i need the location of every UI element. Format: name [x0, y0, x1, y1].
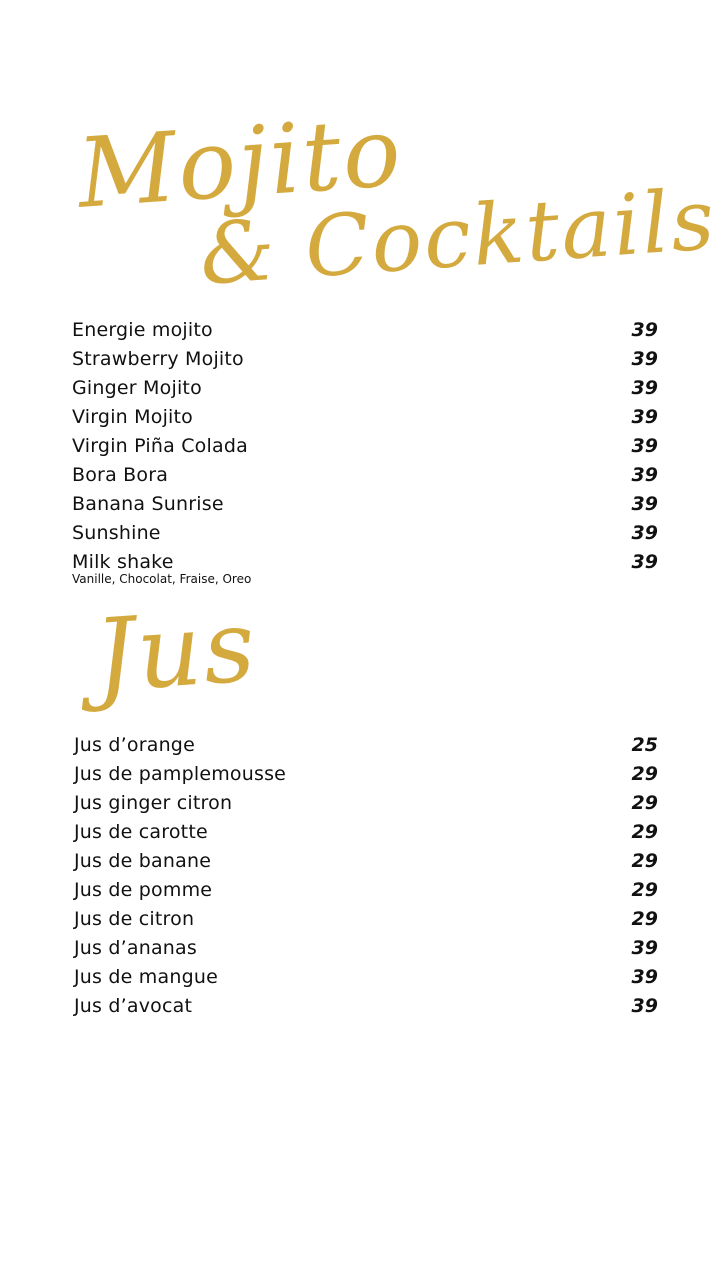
- menu-item: [74, 876, 658, 905]
- item-price: 39: [631, 493, 658, 515]
- menu-item: [74, 731, 658, 760]
- item-name: Jus de citron: [74, 908, 195, 930]
- menu-item: [74, 789, 658, 818]
- cocktails-menu-list: [72, 316, 658, 586]
- item-name: Ginger Mojito: [72, 377, 202, 399]
- item-name: Energie mojito: [72, 319, 213, 341]
- item-name: Jus d’ananas: [74, 937, 197, 959]
- item-price: 39: [631, 319, 658, 341]
- section-title-cocktails: & Cocktails: [196, 170, 720, 304]
- menu-item: [72, 519, 658, 548]
- item-price: 29: [631, 850, 658, 872]
- item-name: Virgin Mojito: [72, 406, 194, 428]
- item-price: 29: [631, 763, 658, 785]
- item-price: 39: [631, 995, 658, 1017]
- item-name: Jus d’avocat: [74, 995, 193, 1017]
- menu-item: [72, 316, 658, 345]
- menu-item: [72, 461, 658, 490]
- menu-item: [72, 432, 658, 461]
- item-price: 39: [631, 937, 658, 959]
- item-name: Jus de banane: [74, 850, 212, 872]
- item-price: 39: [631, 406, 658, 428]
- item-price: 29: [631, 792, 658, 814]
- menu-item: [74, 818, 658, 847]
- item-name: Bora Bora: [72, 464, 169, 486]
- menu-item: [74, 934, 658, 963]
- item-price: 29: [631, 908, 658, 930]
- item-price: 39: [631, 464, 658, 486]
- item-name: Jus de mangue: [74, 966, 218, 988]
- item-name: Jus de pamplemousse: [74, 763, 287, 785]
- item-note: Vanille, Chocolat, Fraise, Oreo: [72, 572, 252, 586]
- item-name: Jus ginger citron: [74, 792, 233, 814]
- menu-item: [74, 963, 658, 992]
- item-name: Jus d’orange: [74, 734, 195, 756]
- item-name: Strawberry Mojito: [72, 348, 244, 370]
- item-price: 39: [631, 435, 658, 457]
- item-price: 39: [631, 551, 658, 573]
- menu-item: [72, 403, 658, 432]
- item-price: 29: [631, 821, 658, 843]
- item-name: Virgin Piña Colada: [72, 435, 248, 457]
- item-price: 39: [631, 377, 658, 399]
- section-title-jus: Jus: [90, 586, 261, 715]
- menu-item: [74, 905, 658, 934]
- item-price: 39: [631, 966, 658, 988]
- item-name: Jus de carotte: [74, 821, 208, 843]
- menu-item: [74, 847, 658, 876]
- item-name: Sunshine: [72, 522, 161, 544]
- menu-item: [72, 490, 658, 519]
- juices-menu-list: [74, 731, 658, 1021]
- item-name: Jus de pomme: [74, 879, 213, 901]
- menu-item: [72, 374, 658, 403]
- item-name: Milk shake: [72, 551, 174, 573]
- section-title-mojito: Mojito: [74, 95, 407, 230]
- item-price: 25: [631, 734, 658, 756]
- menu-item: [74, 760, 658, 789]
- menu-item: [74, 992, 658, 1021]
- item-price: 39: [631, 348, 658, 370]
- item-price: 39: [631, 522, 658, 544]
- menu-item: [72, 345, 658, 374]
- item-name: Banana Sunrise: [72, 493, 224, 515]
- menu-item: [72, 548, 658, 586]
- item-price: 29: [631, 879, 658, 901]
